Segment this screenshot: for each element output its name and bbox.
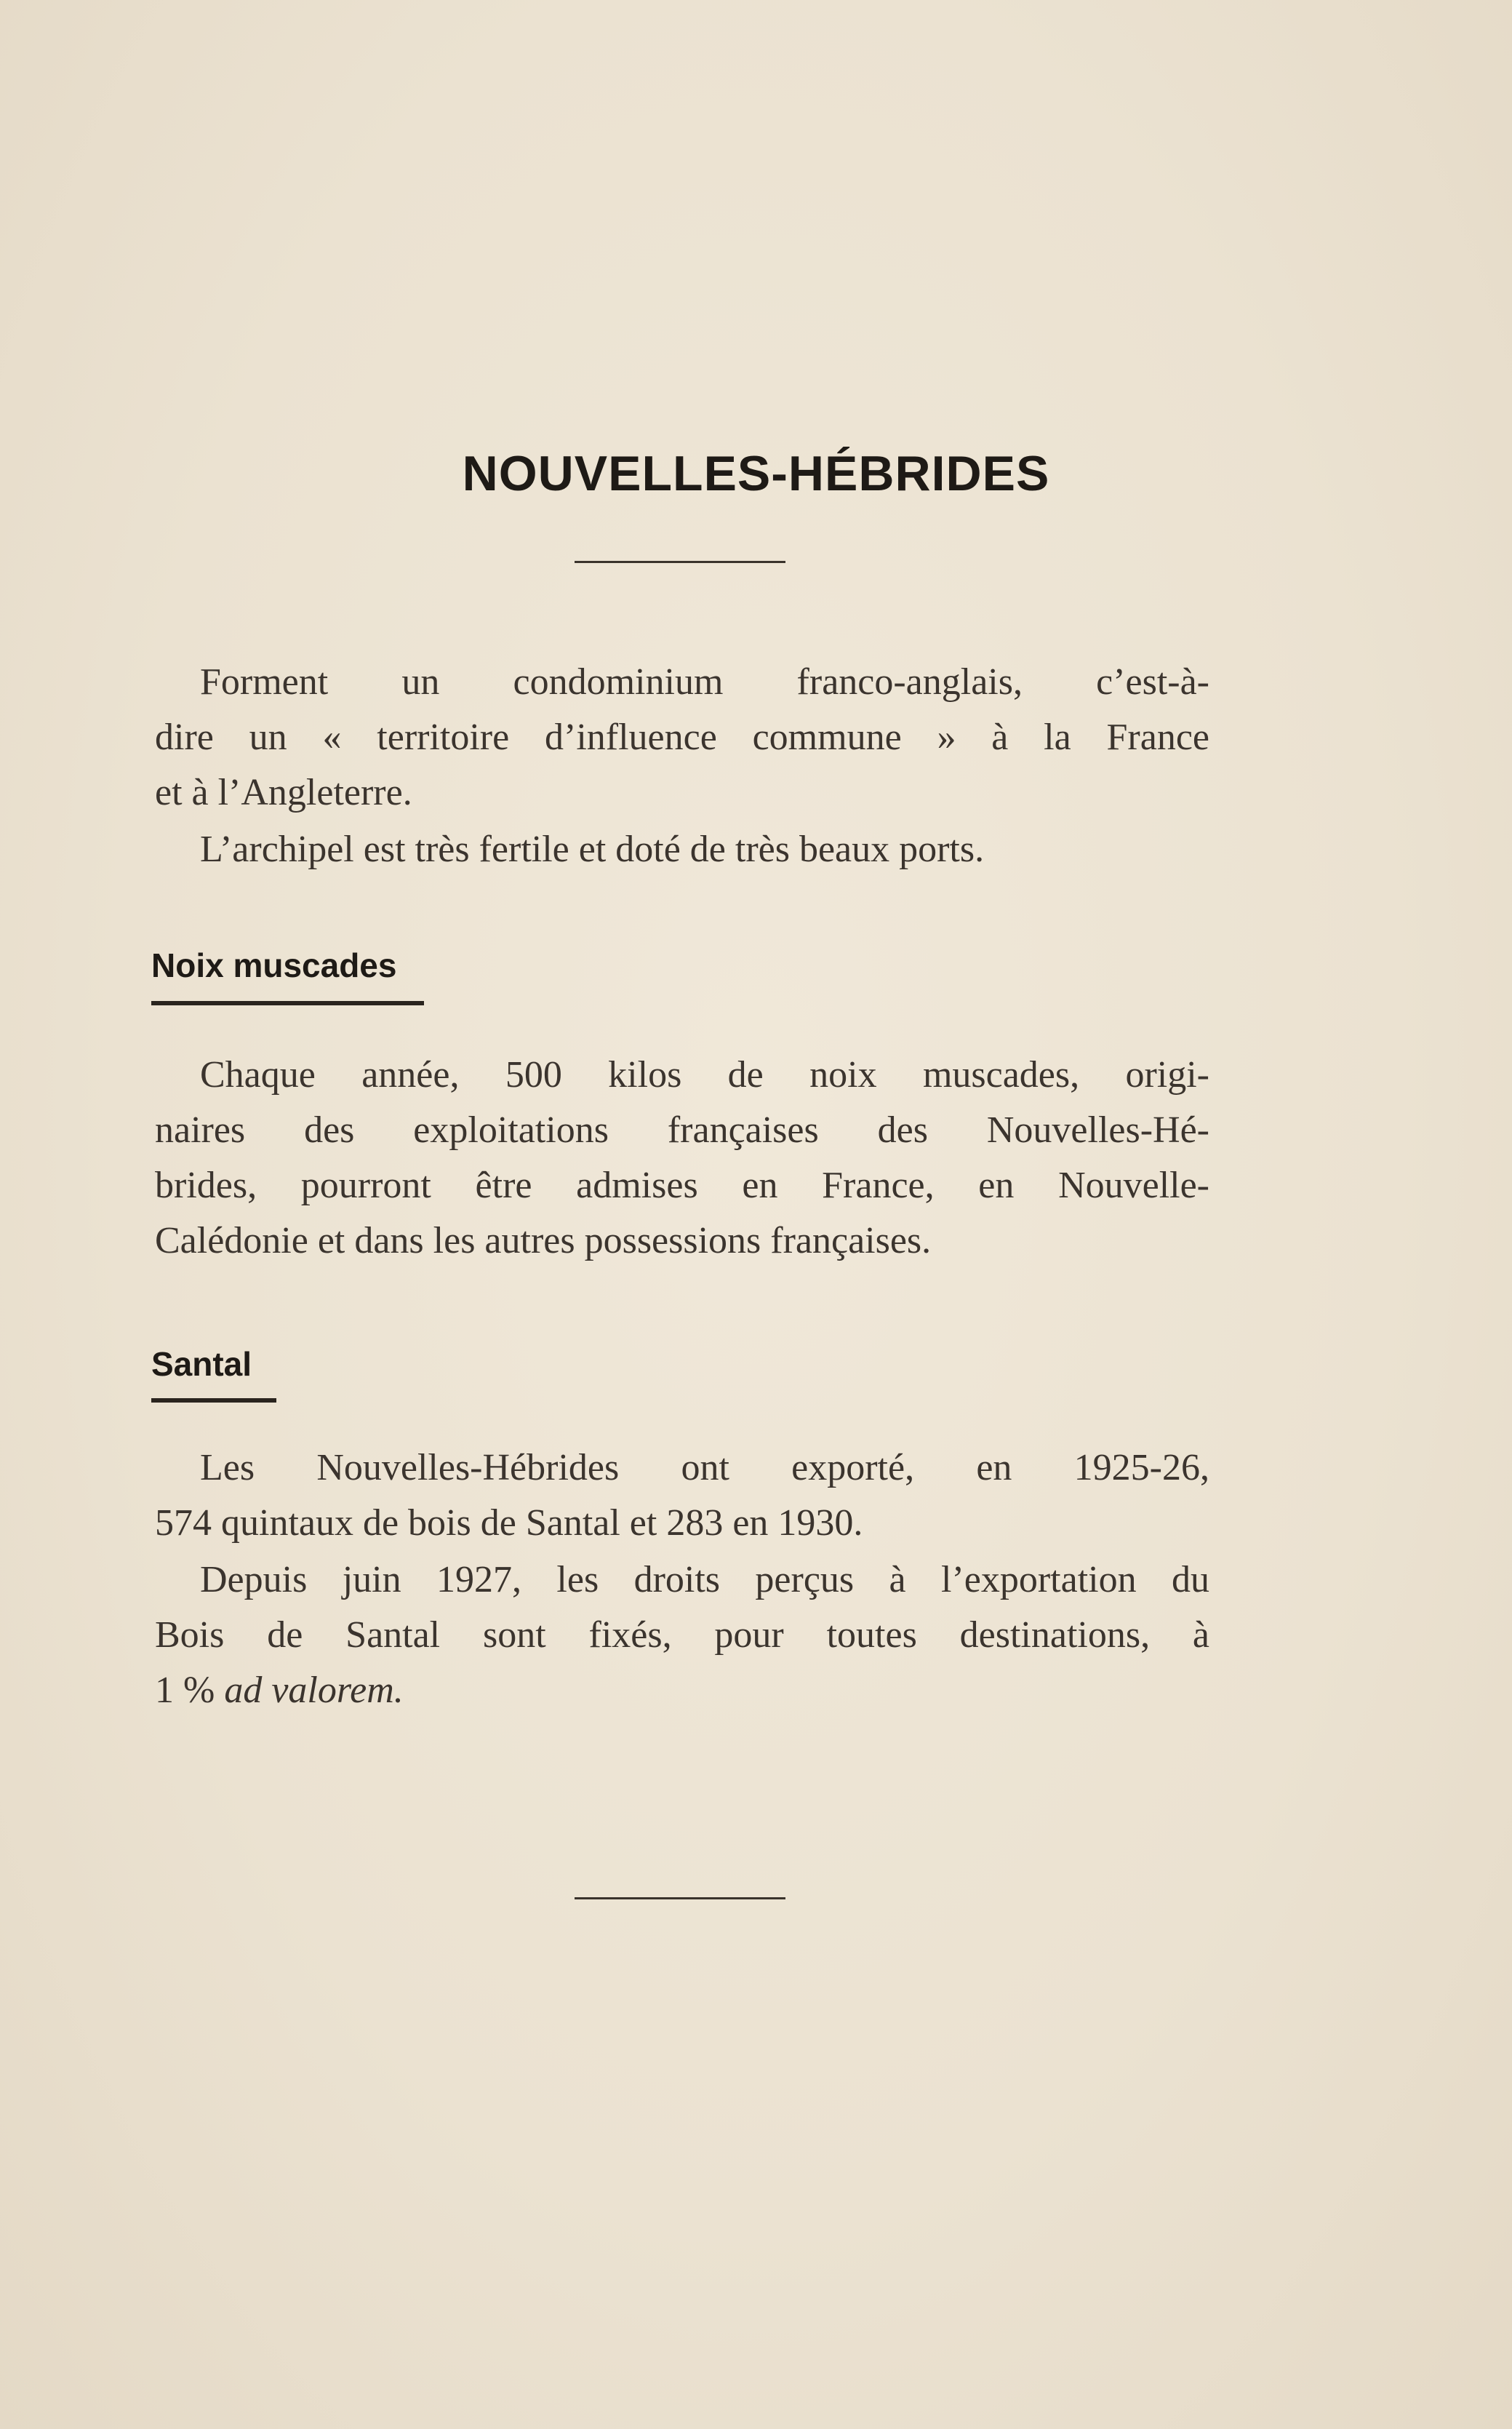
santal-line-4: Bois de Santal sont fixés, pour toutes destinations, à: [155, 1614, 1209, 1656]
noix-line-2: naires des exploitations françaises des Nouvelles-Hé-: [155, 1109, 1209, 1151]
section-underline-santal: [151, 1398, 276, 1403]
section-heading-noix-muscades: Noix muscades: [151, 946, 397, 984]
noix-line-4: Calédonie et dans les autres possessions françaises.: [155, 1220, 932, 1261]
title-divider: [575, 561, 785, 563]
santal-paragraph-1: [155, 1440, 1209, 1551]
intro-paragraph-2: [155, 822, 1209, 877]
santal-paragraph-2: [155, 1552, 1209, 1718]
santal-line-5: 1 % ad valorem.: [155, 1670, 404, 1711]
intro-line-1: Forment un condominium franco-anglais, c’est-à-: [200, 661, 1209, 703]
section-underline-noix-muscades: [151, 1001, 424, 1005]
santal-line-1: Les Nouvelles-Hébrides ont exporté, en 1925-26,: [200, 1447, 1209, 1488]
page-title: NOUVELLES-HÉBRIDES: [462, 446, 1050, 501]
noix-line-3: brides, pourront être admises en France, en Nouvelle-: [155, 1165, 1209, 1206]
noix-muscades-paragraph: [155, 1048, 1209, 1269]
santal-line-3: Depuis juin 1927, les droits perçus à l’exportation du: [200, 1559, 1209, 1600]
santal-line-2: 574 quintaux de bois de Santal et 283 en 1930.: [155, 1502, 863, 1544]
intro-line-2: dire un « territoire d’influence commune » à la France: [155, 717, 1209, 758]
intro-paragraph: [155, 655, 1209, 821]
intro-second-line: L’archipel est très fertile et doté de très beaux ports.: [200, 829, 985, 870]
intro-line-3: et à l’Angleterre.: [155, 772, 412, 813]
section-heading-santal: Santal: [151, 1345, 252, 1383]
end-divider: [575, 1897, 785, 1899]
noix-line-1: Chaque année, 500 kilos de noix muscades, origi-: [200, 1054, 1209, 1096]
